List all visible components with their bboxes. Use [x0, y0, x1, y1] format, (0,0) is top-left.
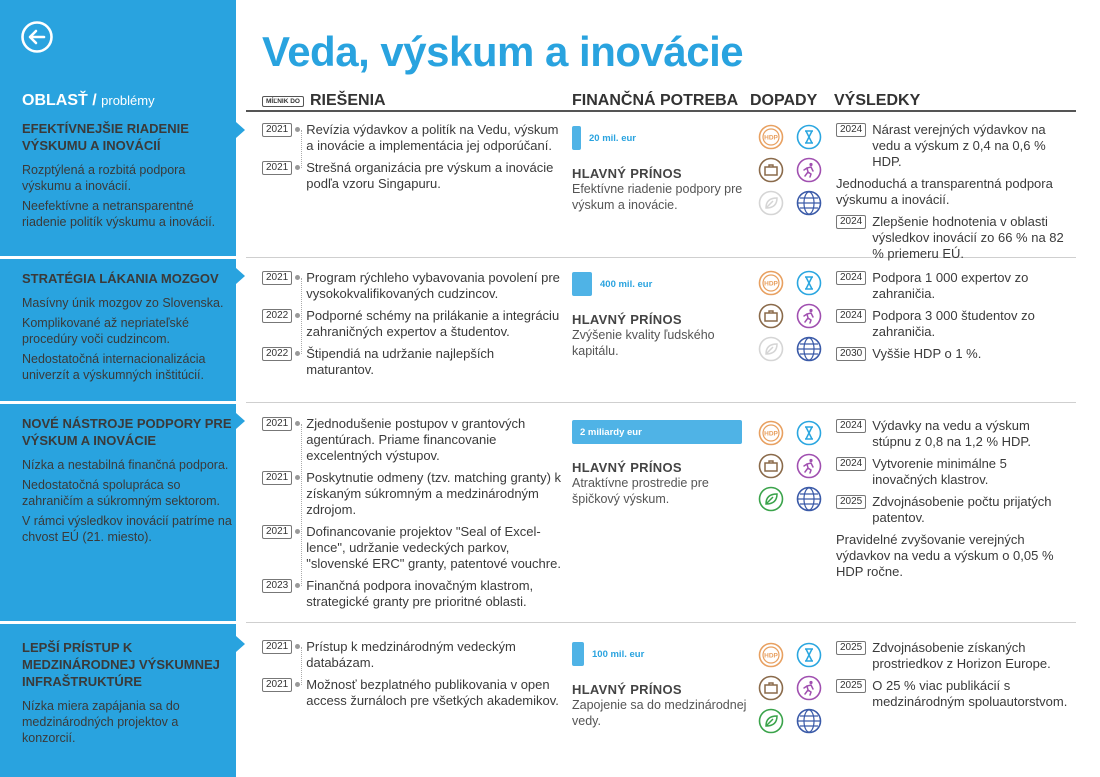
result-year-badge: 2030 — [836, 347, 866, 361]
finance-block — [572, 420, 747, 507]
section-title: STRATÉGIA LÁKANIA MOZGOV — [22, 271, 219, 286]
solutions-list — [262, 639, 562, 715]
solution-item — [262, 677, 562, 709]
result-year-badge: 2024 — [836, 123, 866, 137]
result-item — [836, 678, 1068, 710]
result-item — [836, 456, 1068, 488]
result-item — [836, 122, 1068, 170]
finance-amount: 100 mil. eur — [592, 648, 645, 660]
solution-item — [262, 270, 562, 302]
benefit-text: Zapojenie sa do medzinárodnej vedy. — [572, 698, 747, 728]
result-year-badge: 2025 — [836, 679, 866, 693]
benefit-text: Zvýšenie kvality ľudského kapitálu. — [572, 328, 715, 358]
result-item — [836, 270, 1068, 302]
hdp-icon — [758, 124, 784, 150]
section-title: NOVÉ NÁSTROJE PODPORY PRE VÝSKUM A INOVÁCIE — [22, 416, 232, 448]
brief-icon — [758, 675, 784, 701]
solution-text: Zjednodušenie postupov v grantových agentúrach. Priame financovanie excelentných výstupov. — [306, 416, 526, 463]
benefit-title: HLAVNÝ PRÍNOS — [572, 166, 682, 181]
result-year-badge: 2024 — [836, 309, 866, 323]
benefit-text: Atraktívne prostredie pre špičkový výskum. — [572, 476, 709, 506]
section-arrow — [236, 268, 245, 284]
solutions-list — [262, 270, 562, 384]
result-text: Vytvorenie minimálne 5 inovačných klastrov. — [872, 456, 1007, 487]
section-arrow — [236, 636, 245, 652]
header-problemy: problémy — [101, 93, 155, 108]
problem-item: Nedostatočná internacionalizácia univerzít a výskumných inštitúcií. — [22, 352, 206, 382]
result-item — [836, 308, 1068, 340]
globe-icon — [796, 336, 822, 362]
result-text: Pravidelné zvyšovanie verejných výdavkov na vedu a výskum o 0,05 % HDP ročne. — [836, 532, 1054, 579]
run-icon — [796, 157, 822, 183]
solution-item — [262, 578, 562, 610]
result-text: Jednoduchá a transparentná podpora výskumu a inovácií. — [836, 176, 1053, 207]
section-arrow — [236, 413, 245, 429]
milestone-year-badge: 2021 — [262, 525, 292, 539]
section-sidebar — [22, 639, 234, 750]
timeline-dot — [295, 583, 300, 588]
solution-item — [262, 524, 562, 572]
solution-text: Finančná podpora inovačným klastrom, strategické granty pre prioritné oblasti. — [306, 578, 534, 609]
svg-text:HDP: HDP — [764, 134, 778, 142]
impact-icons — [758, 270, 822, 362]
timeline-dot — [295, 351, 300, 356]
timeline-dot — [295, 682, 300, 687]
header-oblast — [22, 92, 155, 110]
benefit-title: HLAVNÝ PRÍNOS — [572, 682, 682, 697]
sidebar-divider — [0, 401, 236, 404]
globe-icon — [796, 708, 822, 734]
solution-text: Možnosť bezplatného publikovania v open access žurnáloch pre všetkých akademikov. — [306, 677, 559, 708]
sidebar-divider — [0, 621, 236, 624]
solution-text: Štipendiá na udržanie najlepších maturantov. — [306, 346, 495, 377]
result-item — [836, 214, 1068, 262]
section-sidebar — [22, 270, 234, 387]
result-text: O 25 % viac publikácií s medzinárodným spoluautorstvom. — [872, 678, 1068, 709]
result-item — [836, 346, 1068, 362]
leaf-icon — [758, 486, 784, 512]
milestone-year-badge: 2021 — [262, 417, 292, 431]
header-financna-potreba: FINANČNÁ POTREBA — [572, 92, 739, 109]
svg-text:HDP: HDP — [764, 280, 778, 288]
milestone-year-badge: 2021 — [262, 161, 292, 175]
header-riesenia: RIEŠENIA — [310, 92, 386, 109]
milestone-year-badge: 2022 — [262, 309, 292, 323]
solution-item — [262, 160, 562, 192]
run-icon — [796, 675, 822, 701]
section-arrow — [236, 122, 245, 138]
section-title: LEPŠÍ PRÍSTUP K MEDZINÁRODNEJ VÝSKUMNEJ INFRAŠTRUKTÚRE — [22, 640, 220, 689]
timeline-dot — [295, 644, 300, 649]
timeline-dot — [295, 529, 300, 534]
result-year-badge: 2024 — [836, 457, 866, 471]
time-icon — [796, 642, 822, 668]
finance-amount: 20 mil. eur — [589, 132, 636, 144]
solution-text: Podporné schémy na prilákanie a integráciu zahraničných expertov a študentov. — [306, 308, 560, 339]
section-sidebar — [22, 120, 234, 234]
solution-text: Dofinancovanie projektov "Seal of Excel- lence", udržanie vedeckých parkov, "slovenské ERC" granty, patentové vouchre. — [306, 524, 561, 571]
result-text: Zdvojnásobenie získaných prostriedkov z Horizon Europe. — [872, 640, 1051, 671]
problem-item: Komplikované až nepriateľské procedúry voči cudzincom. — [22, 316, 189, 346]
result-item — [836, 494, 1068, 526]
results-list — [836, 640, 1068, 716]
result-year-badge: 2024 — [836, 419, 866, 433]
milestone-year-badge: 2021 — [262, 640, 292, 654]
benefit-title: HLAVNÝ PRÍNOS — [572, 460, 682, 475]
timeline-dot — [295, 421, 300, 426]
brief-icon — [758, 303, 784, 329]
problem-item: Masívny únik mozgov zo Slovenska. — [22, 296, 224, 310]
result-year-badge: 2024 — [836, 271, 866, 285]
brief-icon — [758, 453, 784, 479]
globe-icon — [796, 190, 822, 216]
benefit-text: Efektívne riadenie podpory pre výskum a inovácie. — [572, 182, 743, 212]
impact-icons — [758, 124, 822, 216]
timeline-dot — [295, 127, 300, 132]
finance-block — [572, 272, 747, 359]
solution-text: Prístup k medzinárodným vedeckým databázam. — [306, 639, 516, 670]
time-icon — [796, 124, 822, 150]
finance-bar — [572, 642, 747, 666]
solutions-list — [262, 122, 562, 198]
timeline-dot — [295, 165, 300, 170]
header-vysledky: VÝSLEDKY — [834, 92, 921, 109]
finance-bar-fill — [572, 272, 592, 296]
result-text: Vyššie HDP o 1 %. — [872, 346, 982, 361]
finance-bar — [572, 126, 747, 150]
problem-item: Nízka miera zapájania sa do medzinárodných projektov a konzorcií. — [22, 699, 180, 745]
result-item — [836, 532, 1068, 580]
svg-text:HDP: HDP — [764, 430, 778, 438]
result-year-badge: 2024 — [836, 215, 866, 229]
solution-text: Strešná organizácia pre výskum a inovácie podľa vzoru Singapuru. — [306, 160, 554, 191]
finance-bar-fill — [572, 126, 581, 150]
solution-item — [262, 639, 562, 671]
result-text: Výdavky na vedu a výskum stúpnu z 0,8 na 1,2 % HDP. — [872, 418, 1031, 449]
result-text: Nárast verejných výdavkov na vedu a výskum z 0,4 na 0,6 % HDP. — [872, 122, 1046, 169]
time-icon — [796, 270, 822, 296]
section-divider — [246, 402, 1076, 403]
milestone-year-badge: 2023 — [262, 579, 292, 593]
finance-amount: 2 miliardy eur — [580, 426, 642, 438]
solution-item — [262, 122, 562, 154]
finance-bar — [572, 272, 747, 296]
solution-item — [262, 416, 562, 464]
hdp-icon — [758, 642, 784, 668]
milestone-year-badge: 2021 — [262, 678, 292, 692]
milestone-year-badge: 2021 — [262, 471, 292, 485]
solution-item — [262, 346, 562, 378]
result-year-badge: 2025 — [836, 641, 866, 655]
timeline-dot — [295, 475, 300, 480]
page-title: Veda, výskum a inovácie — [262, 28, 744, 75]
benefit-title: HLAVNÝ PRÍNOS — [572, 312, 682, 327]
finance-bar-fill — [572, 642, 584, 666]
hdp-icon — [758, 420, 784, 446]
header-oblast-label: OBLASŤ — [22, 92, 88, 109]
finance-block — [572, 642, 747, 729]
svg-text:HDP: HDP — [764, 652, 778, 660]
milestone-year-badge: 2022 — [262, 347, 292, 361]
timeline-dot — [295, 313, 300, 318]
header-divider — [246, 110, 1076, 112]
header-slash: / — [92, 92, 97, 109]
results-list — [836, 270, 1068, 368]
results-list — [836, 122, 1068, 268]
finance-block — [572, 126, 747, 213]
leaf-icon — [758, 190, 784, 216]
problem-item: Neefektívne a netransparentné riadenie politík výskumu a inovácií. — [22, 199, 216, 229]
result-item — [836, 640, 1068, 672]
sidebar-divider — [0, 256, 236, 259]
result-item — [836, 176, 1068, 208]
result-text: Zlepšenie hodnotenia v oblasti výsledkov inovácií zo 66 % na 82 % priemeru EÚ. — [872, 214, 1064, 261]
brief-icon — [758, 157, 784, 183]
header-dopady: DOPADY — [750, 92, 818, 109]
result-text: Podpora 3 000 študentov zo zahraničia. — [872, 308, 1035, 339]
impact-icons — [758, 642, 822, 734]
solution-text: Revízia výdavkov a politík na Vedu, výskum a inovácie a implementácia jej odporúčaní. — [306, 122, 559, 153]
timeline-dot — [295, 275, 300, 280]
leaf-icon — [758, 336, 784, 362]
finance-amount: 400 mil. eur — [600, 278, 653, 290]
solution-item — [262, 470, 562, 518]
solution-item — [262, 308, 562, 340]
section-title: EFEKTÍVNEJŠIE RIADENIE VÝSKUMU A INOVÁCIÍ — [22, 121, 189, 153]
problem-item: V rámci výsledkov inovácií patríme na chvost EÚ (21. miesto). — [22, 514, 232, 544]
back-arrow-icon[interactable] — [20, 20, 54, 54]
section-sidebar — [22, 415, 234, 549]
milestone-year-badge: 2021 — [262, 271, 292, 285]
result-item — [836, 418, 1068, 450]
solution-text: Program rýchleho vybavovania povolení pre vysokokvalifikovaných cudzincov. — [306, 270, 560, 301]
finance-bar — [572, 420, 747, 444]
milestone-year-badge: 2021 — [262, 123, 292, 137]
run-icon — [796, 453, 822, 479]
time-icon — [796, 420, 822, 446]
result-year-badge: 2025 — [836, 495, 866, 509]
run-icon — [796, 303, 822, 329]
results-list — [836, 418, 1068, 586]
solution-text: Poskytnutie odmeny (tzv. matching granty) k získaným súkromným a medzinárodným zdrojom. — [306, 470, 562, 517]
problem-item: Rozptýlená a rozbitá podpora výskumu a inovácií. — [22, 163, 186, 193]
hdp-icon — [758, 270, 784, 296]
solutions-list — [262, 416, 562, 616]
impact-icons — [758, 420, 822, 512]
result-text: Podpora 1 000 expertov zo zahraničia. — [872, 270, 1029, 301]
section-divider — [246, 622, 1076, 623]
problem-item: Nízka a nestabilná finančná podpora. — [22, 458, 229, 472]
problem-item: Nedostatočná spolupráca so zahraničím a súkromným sektorom. — [22, 478, 220, 508]
leaf-icon — [758, 708, 784, 734]
result-text: Zdvojnásobenie počtu prijatých patentov. — [872, 494, 1052, 525]
header-milestone-badge: MÍĽNIK DO — [262, 96, 304, 107]
globe-icon — [796, 486, 822, 512]
